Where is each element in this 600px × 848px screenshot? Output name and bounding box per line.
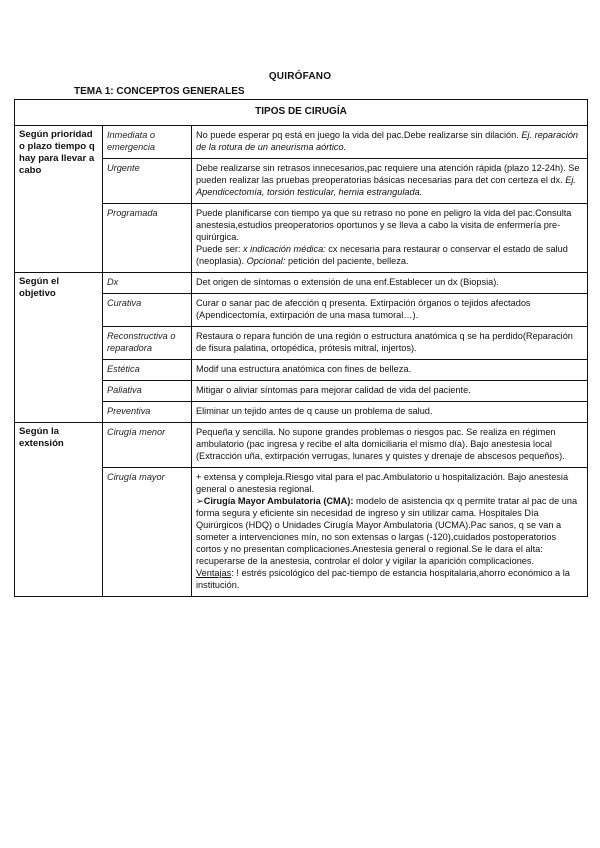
description-text: Puede ser:	[196, 244, 241, 254]
type-cell: Urgente	[103, 159, 192, 204]
type-cell: Reconstructiva o reparadora	[103, 327, 192, 360]
type-cell: Programada	[103, 204, 192, 273]
criterion-priority: Según prioridad o plazo tiempo q hay para llevar a cabo	[15, 126, 103, 273]
description-text: Debe realizarse sin retrasos innecesarios,pac requiere una atención rápida (plazo 12-24h). Se pueden realizar las pruebas preoperatorias básicas necesarias para det con certeza el dx.	[196, 163, 580, 185]
table-row	[15, 126, 588, 159]
description-cell: Pequeña y sencilla. No supone grandes problemas o riesgos pac. Se realiza en régimen ambulatorio (pac ingresa y recibe el alta domiciliaria el mismo día). Bajo anestesia local (Extracción uña, extirpación verrugas, lunares y quistes y drenaje de abscesos pequeños).	[192, 423, 588, 468]
page-title: QUIRÓFANO	[268, 71, 332, 82]
description-text: cx necesaria para restaurar o conservar el estado de salud (neoplasia).	[196, 244, 568, 266]
description-cell: Curar o sanar pac de afección q presenta. Extirpación órganos o tejidos afectados (Apendicectomía, extirpación de una masa tumoral…).	[192, 294, 588, 327]
criterion-extension: Según la extensión	[15, 423, 103, 597]
description-cell	[192, 204, 588, 273]
description-cell: Modif una estructura anatómica con fines de belleza.	[192, 360, 588, 381]
surgery-types-table	[14, 99, 588, 597]
description-cell	[192, 159, 588, 204]
type-cell: Curativa	[103, 294, 192, 327]
description-text: modelo de asistencia qx q permite tratar al pac de una forma segura y eficiente sin necesidad de ingreso y sin utilizar cama. Hospitales Día Quirúrgicos (HDQ) o Unidades Cirugía Mayor Ambulatoria (UCMA).Pac sanos, q se van a someter a intervenciones mín, no son extensas o largas (-120),cuidados postoperatorios cortos y no presentan complicaciones.Anestesia general o regional.Se le dara el alta: recuperarse de la anestesia, controlar el dolor y vigilar la aparición complicaciones.	[196, 496, 578, 566]
description-cell: Det origen de síntomas o extensión de una enf.Establecer un dx (Biopsia).	[192, 273, 588, 294]
type-cell: Estética	[103, 360, 192, 381]
table-row	[15, 423, 588, 468]
cma-title: Cirugía Mayor Ambulatoria (CMA):	[203, 496, 354, 506]
type-cell: Dx	[103, 273, 192, 294]
description-italic: x indicación médica:	[243, 244, 326, 254]
criterion-objective: Según el objetivo	[15, 273, 103, 423]
type-cell: Preventiva	[103, 402, 192, 423]
ventajas-label: Ventajas	[196, 568, 232, 578]
description-cell: Mitigar o aliviar síntomas para mejorar calidad de vida del paciente.	[192, 381, 588, 402]
table-title: TIPOS DE CIRUGÍA	[15, 100, 588, 126]
type-cell: Inmediata o emergencia	[103, 126, 192, 159]
example-text: Ej. reparación de la rotura de un aneurisma aórtico.	[196, 130, 579, 152]
section-title: TEMA 1: CONCEPTOS GENERALES	[74, 86, 245, 97]
description-text: petición del paciente, belleza.	[287, 256, 409, 266]
description-text: : ! estrés psicológico del pac-tiempo de estancia hospitalaria,ahorro económico a la institución.	[196, 568, 570, 590]
description-cell	[192, 126, 588, 159]
example-text: Ej. Apendicectomía, torsión testicular, hernia estrangulada.	[196, 175, 576, 197]
description-italic: Opcional:	[246, 256, 286, 266]
description-cell: Restaura o repara función de una región o estructura anatómica q se ha perdido(Reparación de fisura palatina, ortopédica, prótesis mitral, injertos).	[192, 327, 588, 360]
description-cell: Eliminar un tejido antes de q cause un problema de salud.	[192, 402, 588, 423]
table-header-row	[15, 100, 588, 126]
description-text: + extensa y compleja.Riesgo vital para el pac.Ambulatorio u hospitalización. Bajo anestesia general o anestesia regional.	[196, 472, 569, 494]
table-row	[15, 273, 588, 294]
arrow-bullet-icon: ➢	[196, 496, 204, 506]
type-cell: Cirugía menor	[103, 423, 192, 468]
type-cell: Cirugía mayor	[103, 468, 192, 597]
type-cell: Paliativa	[103, 381, 192, 402]
description-cell	[192, 468, 588, 597]
description-text: No puede esperar pq está en juego la vida del pac.Debe realizarse sin dilación.	[196, 130, 519, 140]
description-text: Puede planificarse con tiempo ya que su retraso no pone en peligro la vida del pac.Consulta anestesia,estudios preoperatorios oportunos y se lleva a cabo la visita de enfermería pre-quirúrgica.	[196, 208, 572, 242]
